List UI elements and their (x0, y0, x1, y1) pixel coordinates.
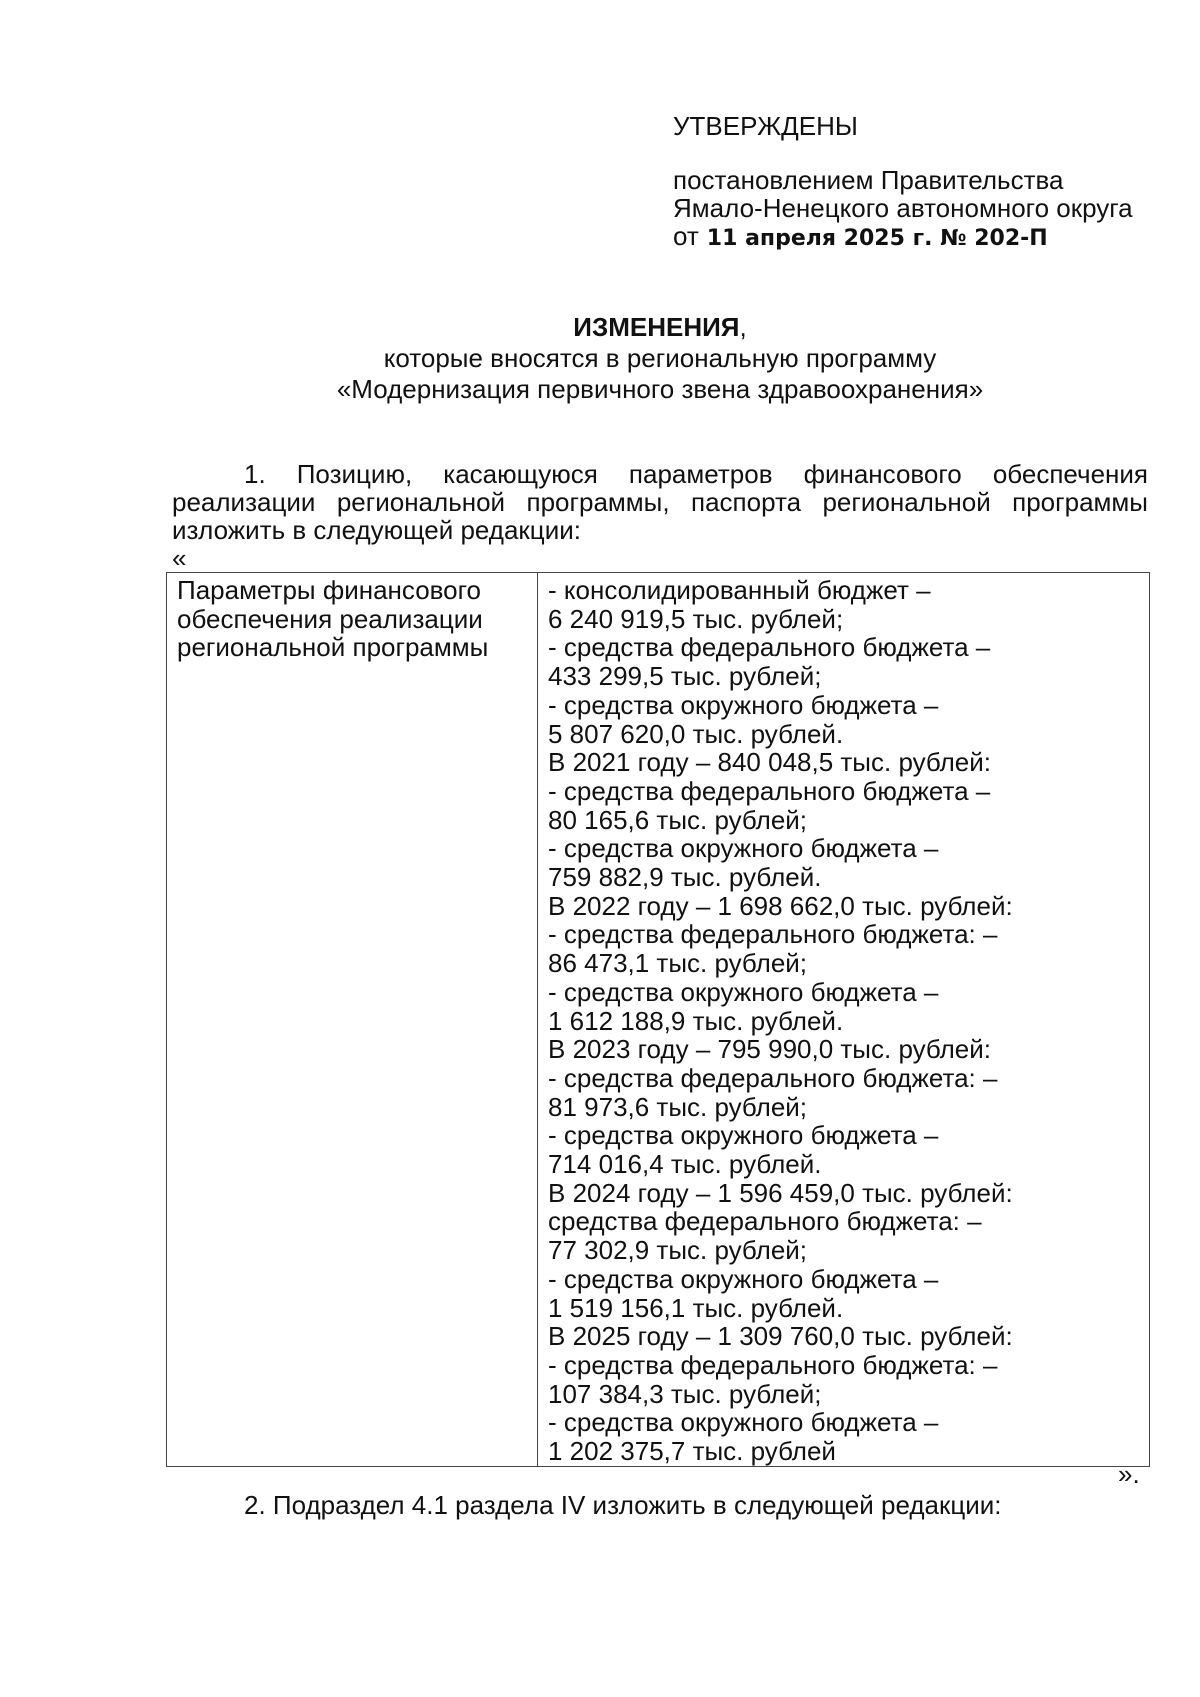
approval-line-1: постановлением Правительства (673, 165, 1064, 195)
financing-line: - консолидированный бюджет – (548, 575, 931, 605)
approval-block (673, 112, 1133, 253)
closing-quote: ». (1118, 1459, 1140, 1489)
table-row (167, 573, 1150, 1467)
approval-heading: УТВЕРЖДЕНЫ (673, 111, 858, 141)
title-line-1 (160, 312, 1160, 343)
financing-line: средства федерального бюджета: – (548, 1206, 982, 1237)
financing-line: В 2021 году – 840 048,5 тыс. рублей: (548, 747, 992, 778)
title-comma: , (739, 312, 747, 342)
approval-line-2: Ямало-Ненецкого автономного округа (673, 193, 1133, 223)
paragraph-2: 2. Подраздел 4.1 раздела IV изложить в следующей редакции: (244, 1490, 1002, 1520)
financing-line: 107 384,3 тыс. рублей; (548, 1378, 822, 1409)
financing-line: 86 473,1 тыс. рублей; (548, 948, 808, 979)
financing-line: 81 973,6 тыс. рублей; (548, 1091, 808, 1122)
financing-line: 714 016,4 тыс. рублей. (548, 1149, 822, 1180)
parameter-name-cell (167, 573, 538, 1467)
financing-line: 80 165,6 тыс. рублей; (548, 804, 808, 835)
financing-line: 1 519 156,1 тыс. рублей. (548, 1292, 844, 1323)
financing-line: 6 240 919,5 тыс. рублей; (548, 603, 844, 634)
financing-line: - средства федерального бюджета: – (548, 1062, 998, 1093)
financing-line: - средства окружного бюджета – (548, 976, 939, 1007)
financing-line: - средства окружного бюджета – (548, 833, 939, 864)
financing-line: 759 882,9 тыс. рублей. (548, 862, 822, 893)
financing-line: В 2023 году – 795 990,0 тыс. рублей: (548, 1034, 992, 1065)
title-heading: ИЗМЕНЕНИЯ (573, 312, 740, 342)
financing-line: В 2025 году – 1 309 760,0 тыс. рублей: (548, 1321, 1013, 1352)
document-title (160, 312, 1160, 405)
financing-line: - средства окружного бюджета – (548, 689, 939, 720)
financing-line: - средства окружного бюджета – (548, 1407, 939, 1438)
financing-line: 1 612 188,9 тыс. рублей. (548, 1005, 844, 1036)
financing-line: - средства федерального бюджета: – (548, 1349, 998, 1380)
financing-line: - средства федерального бюджета – (548, 775, 991, 806)
financing-line: В 2022 году – 1 698 662,0 тыс. рублей: (548, 890, 1013, 921)
opening-quote: « (172, 543, 187, 573)
financing-line: - средства федерального бюджета: – (548, 919, 998, 950)
approval-line-3 (673, 222, 1133, 253)
parameter-values-cell (538, 573, 1150, 1467)
parameter-name-line: региональной программы (177, 632, 489, 663)
financing-table (166, 572, 1150, 1467)
financing-line: - средства окружного бюджета – (548, 1263, 939, 1294)
financing-line: 1 202 375,7 тыс. рублей (548, 1436, 836, 1467)
approval-prefix: от (673, 221, 699, 251)
financing-line: В 2024 году – 1 596 459,0 тыс. рублей: (548, 1177, 1013, 1208)
financing-line: - средства окружного бюджета – (548, 1120, 939, 1151)
financing-line: - средства федерального бюджета – (548, 632, 991, 663)
paragraph-1: 1. Позицию, касающуюся параметров финансового обеспечения реализации региональной программы, паспорта региональной программы изложить в следующей редакции: (172, 459, 1148, 545)
financing-line: 5 807 620,0 тыс. рублей. (548, 718, 844, 749)
resolution-number: 11 апреля 2025 г. № 202-П (706, 226, 1048, 251)
title-line-2: которые вносятся в региональную программу (383, 343, 937, 373)
financing-line: 77 302,9 тыс. рублей; (548, 1235, 808, 1266)
title-line-3: «Модернизация первичного звена здравоохранения» (336, 374, 984, 404)
parameter-name-line: Параметры финансового (177, 575, 482, 605)
parameter-name-line: обеспечения реализации (177, 603, 483, 634)
financing-line: 433 299,5 тыс. рублей; (548, 661, 822, 692)
